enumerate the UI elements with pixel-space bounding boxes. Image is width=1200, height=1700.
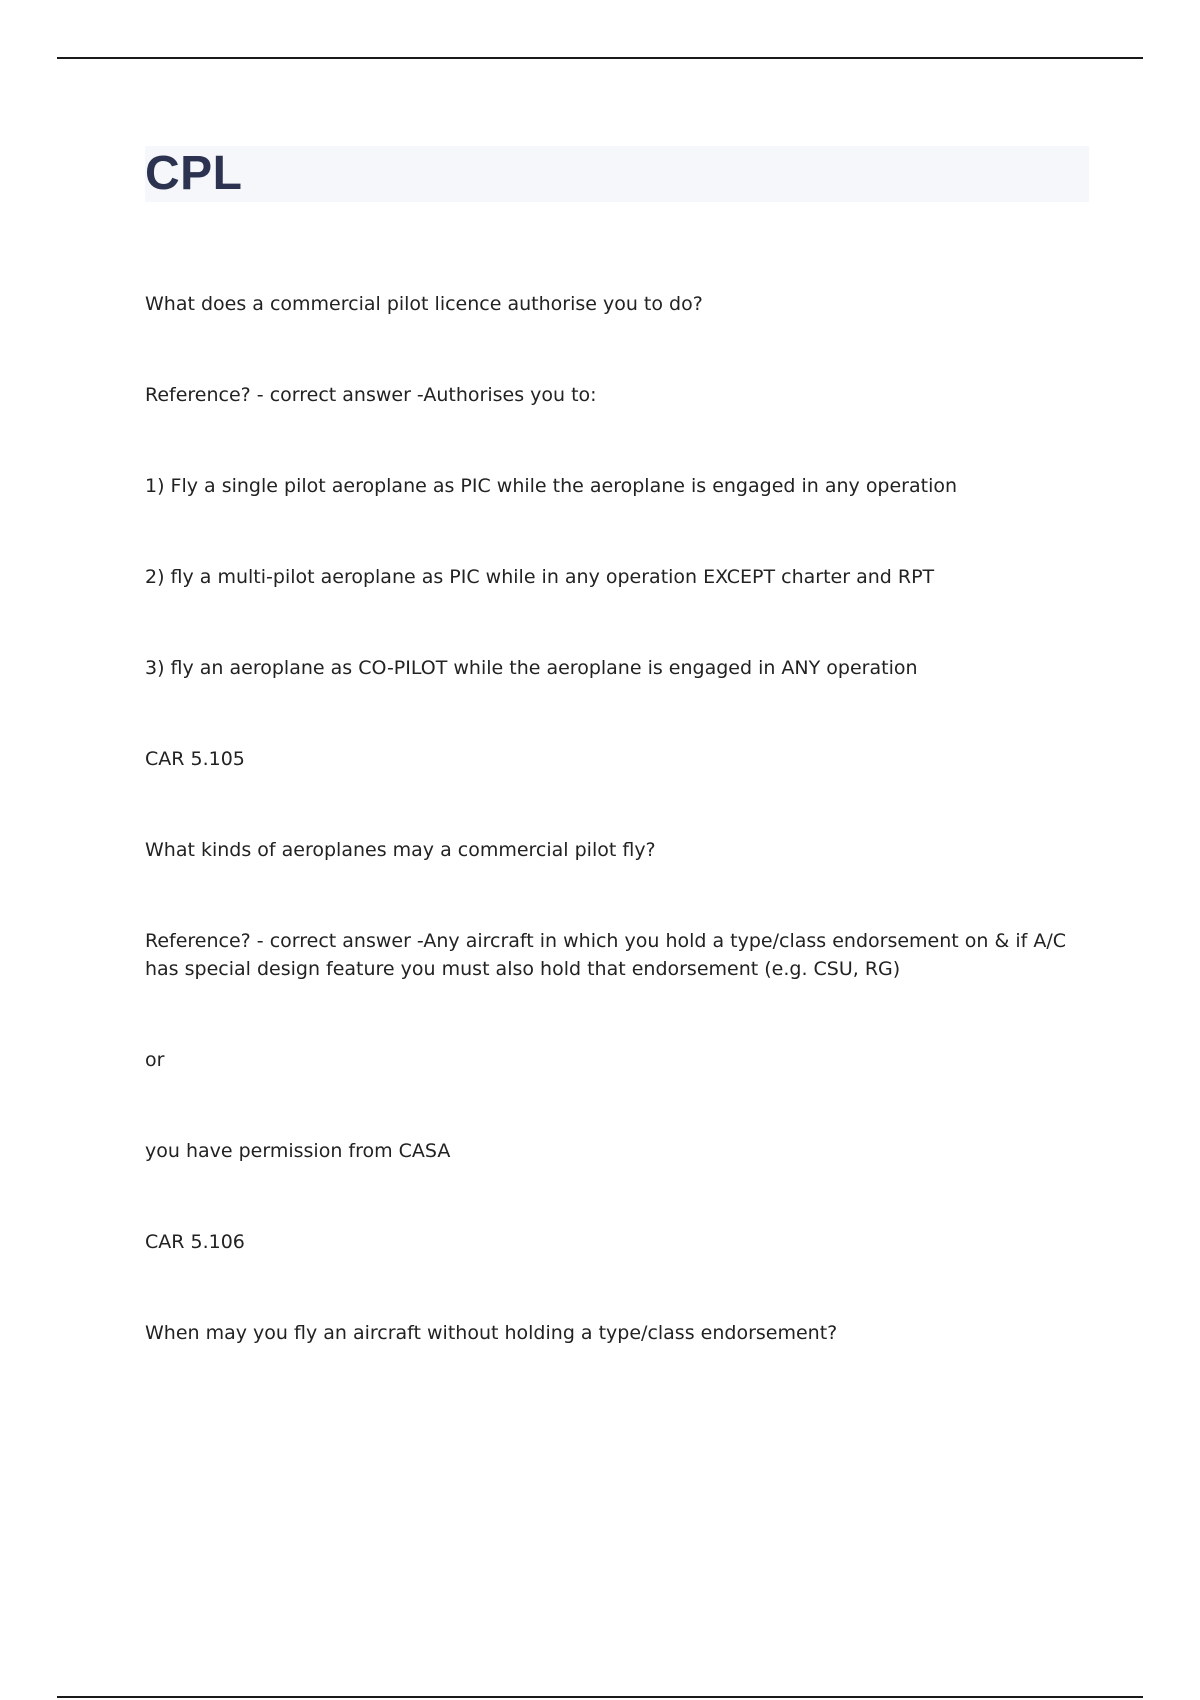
answer-1-item-3: 3) fly an aeroplane as CO-PILOT while the aeroplane is engaged in ANY operation [145,657,918,679]
question-2: What kinds of aeroplanes may a commercial pilot fly? [145,839,656,861]
reference-1: CAR 5.105 [145,748,245,770]
document-body [145,290,1089,1347]
document-title: CPL [145,147,243,200]
answer-1-item-1: 1) Fly a single pilot aeroplane as PIC while the aeroplane is engaged in any operation [145,475,958,497]
footer-rule [57,1696,1143,1698]
answer-2-alt: you have permission from CASA [145,1140,451,1162]
header-rule [57,57,1143,59]
question-1: What does a commercial pilot licence authorise you to do? [145,293,703,315]
title-band [145,146,1089,202]
answer-1-item-2: 2) fly a multi-pilot aeroplane as PIC while in any operation EXCEPT charter and RPT [145,566,935,588]
answer-2-or: or [145,1049,165,1071]
reference-2: CAR 5.106 [145,1231,245,1253]
question-3: When may you fly an aircraft without holding a type/class endorsement? [145,1322,838,1344]
answer-1-intro: Reference? - correct answer -Authorises you to: [145,384,597,406]
answer-2: Reference? - correct answer -Any aircraft in which you hold a type/class endorsement on & if A/C has special design feature you must also hold that endorsement (e.g. CSU, RG) [145,930,1067,980]
